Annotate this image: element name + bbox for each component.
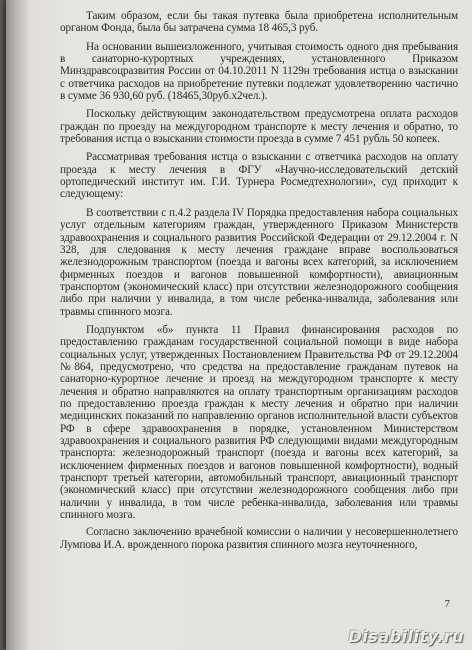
paragraph-1: Таким образом, если бы такая путевка была приобретена исполнительным органом Фонда, была бы затрачена сумма 18 465,3 руб. bbox=[60, 10, 458, 35]
binding-edge-shadow bbox=[6, 0, 30, 650]
paragraph-4: Рассматривая требования истца о взыскании с ответчика расходов на оплату проезда к месту лечения в ФГУ «Научно-исследовательский детский ортопедический институт им. Г.И. Турнера Росмедтехнологии», суд приходит к следующему: bbox=[60, 151, 458, 201]
page-number: 7 bbox=[444, 598, 450, 610]
paragraph-6: Подпунктом «б» пункта 11 Правил финансирования расходов по предоставлению гражданам государственной социальной помощи в виде набора социальных услуг, утвержденных Постановлением Правительства РФ от 29.12.2004 №864, предусмотрено, что средства на предоставление гражданам путевок на санаторно-курортное лечение и проезд на междугородном транспорте к месту лечения и обратно направляются на оплату транспортным организациям расходов по предоставлению проезда граждан к месту лечения и обратно при наличии медицинских показаний по направлению органов исполнительной власти субъектов РФ в сфере здравоохранения в порядке, установленном Министерством здравоохранения и социального развития РФ следующими видами междугородным транспорта: железнодорожный транспорт (поезда и вагоны всех категорий, за исключением фирменных поездов и вагонов повышенной комфортности), водный транспорт третьей категории, автомобильный транспорт, авиационный транспорт (экономический класс) при отсутствии железнодорожного сообщения либо при наличии у инвалида, в том числе ребенка-инвалида, заболевания или травмы спинного мозга. bbox=[60, 323, 458, 522]
paragraph-7: Согласно заключению врачебной комиссии о наличии у несовершеннолетнего Лумпова И.А. врожденного порока развития спинного мозга неуточненного, bbox=[60, 526, 458, 551]
document-body bbox=[60, 10, 458, 557]
paragraph-2: На основании вышеизложенного, учитывая стоимость одного дня пребывания в санаторно-курортных учреждениях, установленного Приказом Минздравсоцразвития России от 04.10.2011 N 1129н требования истца о взыскании с ответчика расходов на приобретение путевки подлежат удовлетворению частично в сумме 36 930,60 руб. (18465,30руб.х2чел.). bbox=[60, 40, 458, 103]
site-watermark: Disability.ru bbox=[348, 627, 464, 646]
paragraph-5: В соответствии с п.4.2 раздела IV Порядка предоставления набора социальных услуг отдельным категориям граждан, утвержденного Приказом Министерств здравоохранения и социального развития Российской Федерации от 29.12.2004 г. N 328, для следования к месту лечения граждане вправе воспользоваться железнодорожным транспортом (поезда и вагоны всех категорий, за исключением фирменных поездов и вагонов повышенной комфортности), авиационным транспортом (экономический класс) при отсутствии железнодорожного сообщения либо при наличии у инвалида, в том числе ребенка-инвалида, заболевания или травмы спинного мозга. bbox=[60, 206, 458, 318]
document-page bbox=[6, 0, 472, 650]
paragraph-3: Поскольку действующим законодательством предусмотрена оплата расходов граждан по проезду на междугородном транспорте к месту лечения и обратно, то требования истца о взыскании стоимости проезда в сумме 7 451 рубль 50 копеек. bbox=[60, 108, 458, 146]
